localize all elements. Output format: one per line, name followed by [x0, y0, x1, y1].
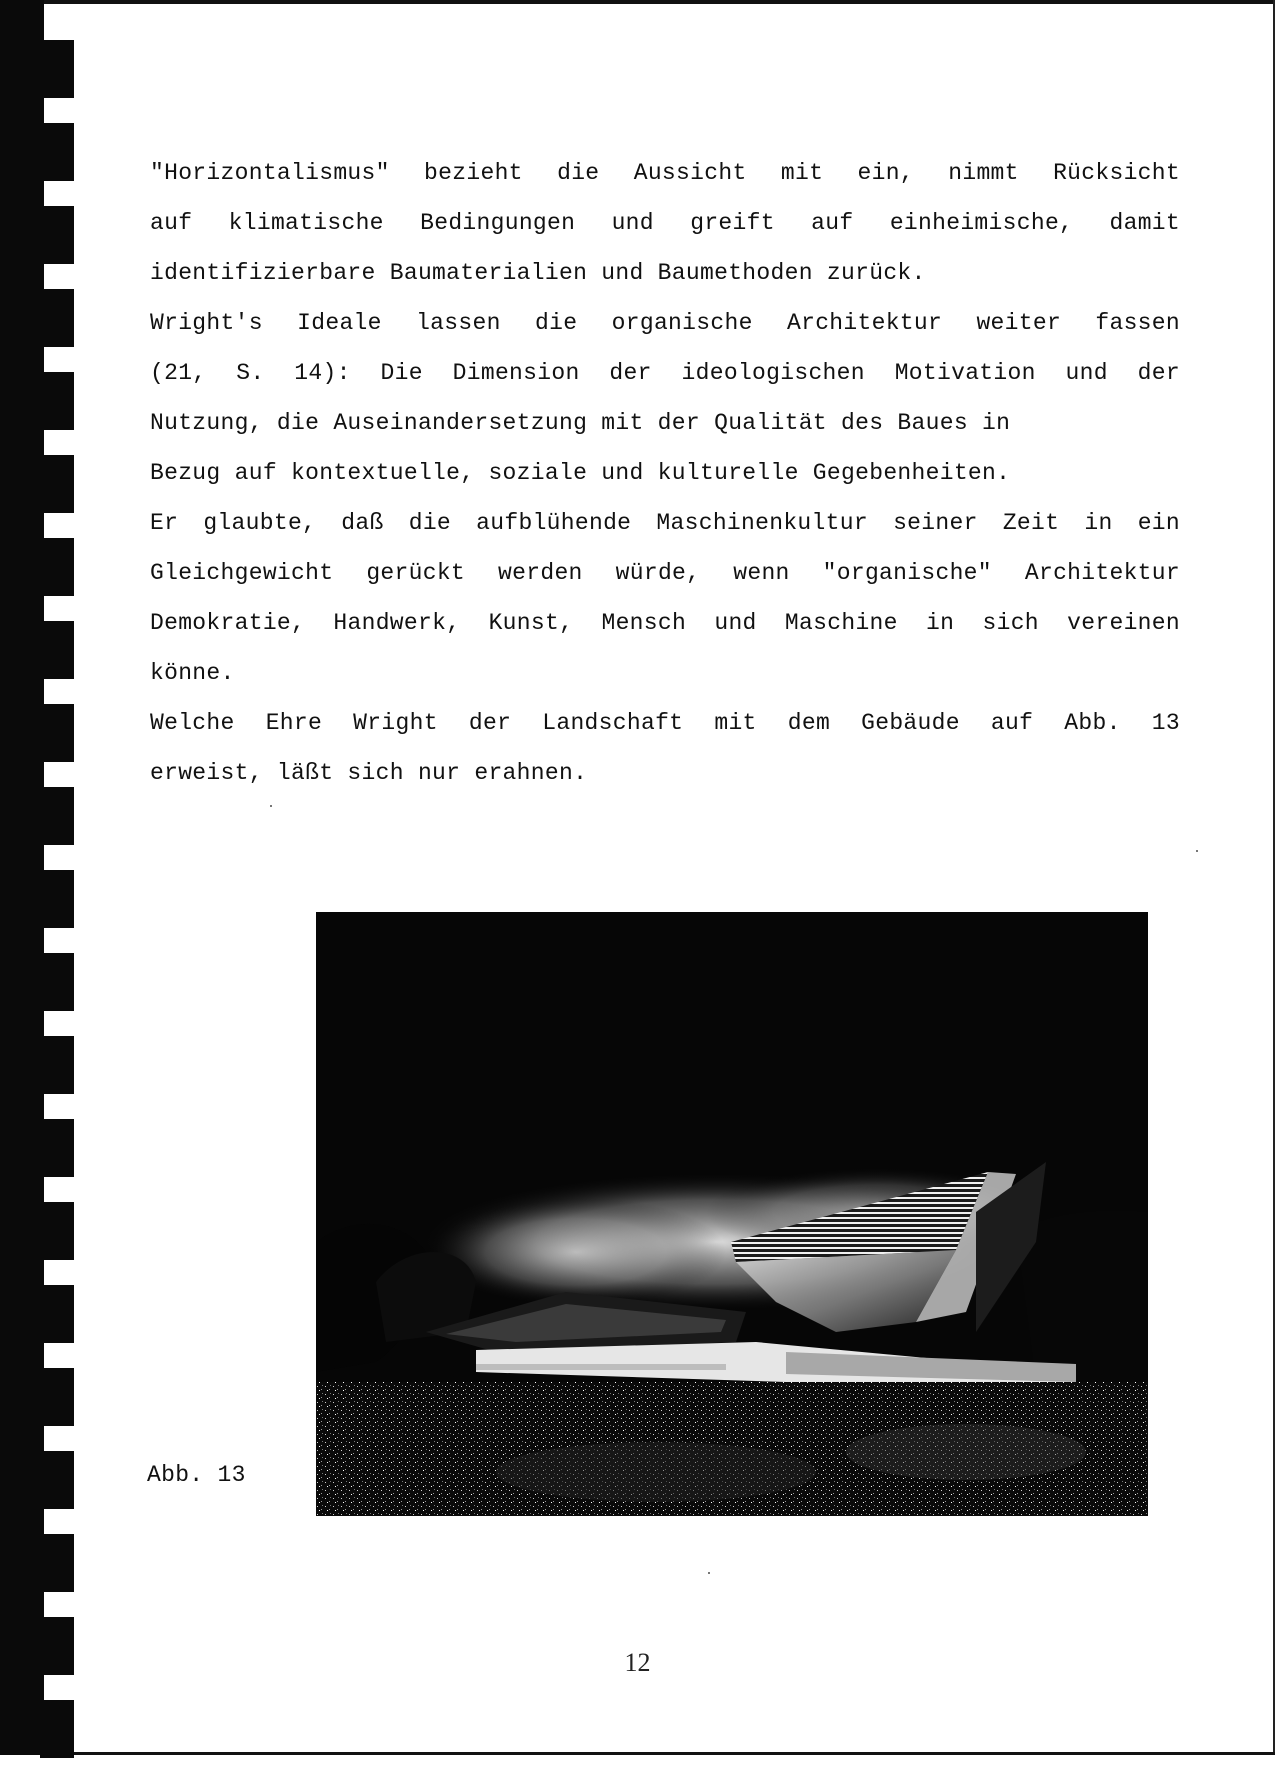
binding-loop — [40, 1036, 74, 1094]
binding-loop — [40, 123, 74, 181]
binding-gap — [44, 1430, 74, 1440]
binding-gap — [44, 683, 74, 693]
binding-gap — [44, 268, 74, 278]
binding-loop — [40, 1534, 74, 1592]
binding-gap — [44, 849, 74, 859]
binding-loop — [40, 538, 74, 596]
spiral-binding — [0, 0, 82, 1755]
binding-loop — [40, 870, 74, 928]
binding-gap — [44, 517, 74, 527]
binding-loop — [40, 1202, 74, 1260]
binding-loop — [40, 704, 74, 762]
scan-speck — [270, 805, 272, 807]
binding-gap — [44, 185, 74, 195]
text-line: erweist, läßt sich nur erahnen. — [150, 760, 588, 786]
binding-gap — [44, 1513, 74, 1523]
text-line: Welche Ehre Wright der Landschaft mit dem Gebäude auf Abb. 13 — [150, 710, 1180, 736]
text-line: Gleichgewicht gerückt werden würde, wenn "organische" Architektur — [150, 560, 1180, 586]
text-line: Wright's Ideale lassen die organische Architektur weiter fassen — [150, 310, 1180, 336]
body-text — [150, 148, 1180, 798]
binding-loop — [40, 455, 74, 513]
binding-gap — [44, 1762, 74, 1772]
binding-loop — [40, 953, 74, 1011]
scan-speck — [1196, 850, 1198, 852]
text-line: Demokratie, Handwerk, Kunst, Mensch und Maschine in sich vereinen — [150, 610, 1180, 636]
binding-loop — [40, 372, 74, 430]
figure-caption: Abb. 13 — [147, 1462, 246, 1488]
text-line: Er glaubte, daß die aufblühende Maschinenkultur seiner Zeit in ein — [150, 510, 1180, 536]
binding-gap — [44, 1015, 74, 1025]
binding-gap — [44, 766, 74, 776]
binding-gap — [44, 1264, 74, 1274]
binding-spine — [0, 0, 44, 1755]
binding-loop — [40, 1700, 74, 1758]
binding-gap — [44, 1181, 74, 1191]
binding-gap — [44, 434, 74, 444]
binding-gap — [44, 102, 74, 112]
binding-gap — [44, 1347, 74, 1357]
binding-gap — [44, 1098, 74, 1108]
binding-gap — [44, 600, 74, 610]
binding-loop — [40, 621, 74, 679]
binding-loop — [40, 1119, 74, 1177]
binding-loop — [40, 787, 74, 845]
scan-speck — [708, 1572, 710, 1574]
binding-gap — [44, 351, 74, 361]
text-line: Bezug auf kontextuelle, soziale und kulturelle Gegebenheiten. — [150, 460, 1011, 486]
text-line: Nutzung, die Auseinandersetzung mit der Qualität des Baues in — [150, 410, 1011, 436]
binding-loop — [40, 40, 74, 98]
page-number: 12 — [624, 1648, 651, 1677]
binding-loop — [40, 1368, 74, 1426]
page-top-edge — [0, 0, 1275, 4]
binding-gap — [44, 932, 74, 942]
text-line: könne. — [150, 660, 235, 686]
binding-loop — [40, 206, 74, 264]
binding-gap — [44, 1596, 74, 1606]
text-line: (21, S. 14): Die Dimension der ideologischen Motivation und der — [150, 360, 1180, 386]
binding-loop — [40, 289, 74, 347]
binding-gap — [44, 1679, 74, 1689]
text-line: identifizierbare Baumaterialien und Baumethoden zurück. — [150, 260, 926, 286]
building-photograph — [316, 912, 1148, 1516]
text-line: auf klimatische Bedingungen und greift auf einheimische, damit — [150, 210, 1180, 236]
binding-loop — [40, 1285, 74, 1343]
binding-loop — [40, 1451, 74, 1509]
text-line: "Horizontalismus" bezieht die Aussicht mit ein, nimmt Rücksicht — [150, 160, 1180, 186]
